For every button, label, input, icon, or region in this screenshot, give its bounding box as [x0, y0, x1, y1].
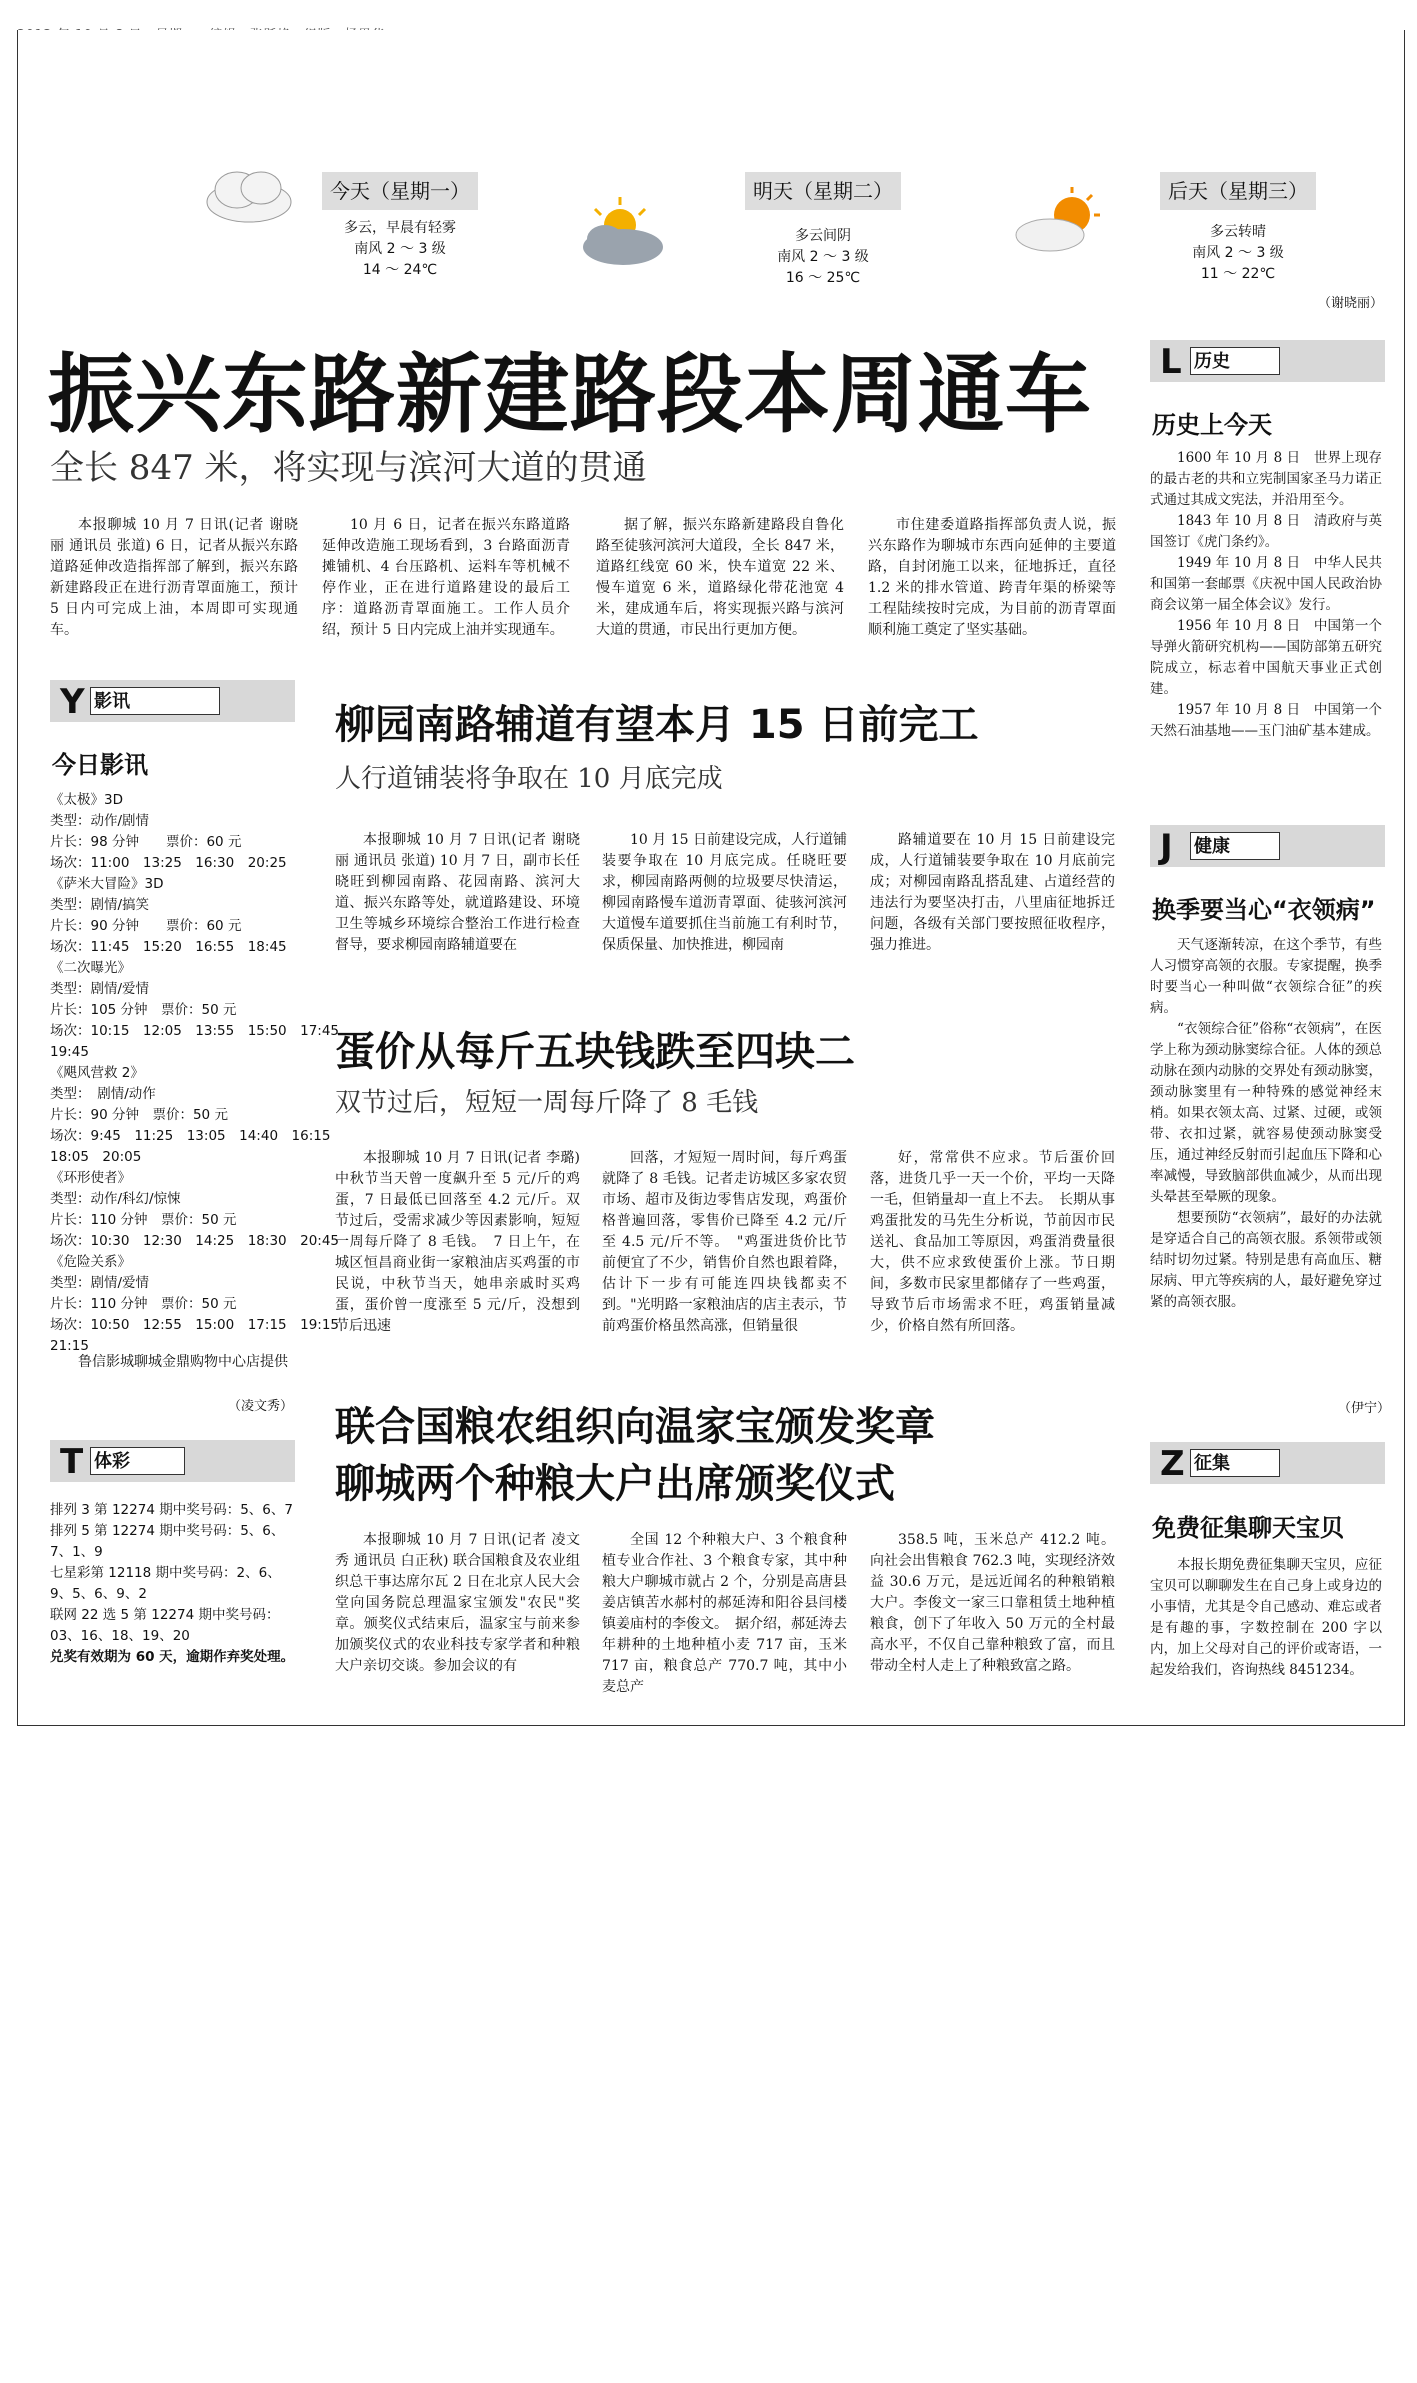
film-line: 片长：90 分钟 票价：60 元: [50, 918, 242, 934]
weather-after-temp: 11 ～ 22℃: [1200, 266, 1276, 282]
history-list: [1150, 448, 1382, 742]
solicit-letter: Z: [1160, 1444, 1185, 1484]
article4-col-1: 本报聊城 10 月 7 日讯(记者 凌文秀 通讯员 白正秋) 联合国粮食及农业组织总干事达席尔瓦 2 日在北京人民大会堂向国务院总理温家宝颁发"农民"奖章。颁奖仪式结束后，温家宝与前来参加颁奖仪式的农业科技专家学者和种粮大户亲切交谈。参加会议的有: [335, 1532, 580, 1674]
weather-tomorrow-wind: 南风 2 ～ 3 级: [777, 249, 869, 265]
film-line: 类型：剧情/爱情: [50, 1275, 150, 1291]
solicit-body: 本报长期免费征集聊天宝贝，应征宝贝可以聊聊发生在自己身上或身边的小事情，尤其是令自己感动、难忘或者是有趣的事，字数控制在 200 字以内，加上父母对自己的评价或寄语，一起发给我们，咨询热线 8451234。: [1150, 1557, 1382, 1678]
film-line: 类型：动作/科幻/惊悚: [50, 1191, 181, 1207]
film-credit: （凌文秀）: [228, 1399, 294, 1414]
health-para: 天气逐渐转凉，在这个季节，有些人习惯穿高领的衣服。专家提醒，换季时要当心一种叫做“衣领综合征”的疾病。: [1150, 937, 1382, 1016]
article4-col-3: 358.5 吨，玉米总产 412.2 吨。向社会出售粮食 762.3 吨，实现经济效益 30.6 万元，是远近闻名的种粮销粮大户。李俊文一家三口靠租赁土地种植粮食，创下了年收入 50 万元的全村最高水平，不仅自己靠种粮致了富，而且带动全村人走上了种粮致富之路。: [870, 1532, 1115, 1674]
lottery-line: 七星彩第 12118 期中奖号码：2、6、9、5、6、9、2: [50, 1565, 281, 1602]
weather-tomorrow-temp: 16 ～ 25℃: [785, 270, 861, 286]
history-item: 1600 年 10 月 8 日 世界上现存的最古老的共和立宪制国家圣马力诺正式通过其成文宪法，并沿用至今。: [1150, 450, 1382, 508]
history-tag: 历史: [1190, 347, 1280, 375]
film-line: 场次：11:45 15:20 16:55 18:45: [50, 939, 287, 955]
film-section-label: [50, 680, 295, 722]
article4-headline: 联合国粮农组织向温家宝颁发奖章: [335, 1404, 935, 1450]
article2-col-3: 路辅道要在 10 月 15 日前建设完成，人行道铺装要争取在 10 月底前完成；对柳园南路乱搭乱建、占道经营的违法行为要坚决打击，八里庙征地拆迁问题，各级有关部门要按照征收程序，强力推进。: [870, 832, 1115, 953]
film-line: 《环形使者》: [50, 1170, 131, 1186]
weather-tomorrow-detail: [745, 226, 901, 289]
film-line: 片长：110 分钟 票价：50 元: [50, 1296, 237, 1312]
film-line: 类型：动作/剧情: [50, 813, 150, 829]
film-line: 《太极》3D: [50, 792, 123, 808]
health-para: “衣领综合征”俗称“衣领病”，在医学上称为颈动脉窦综合征。人体的颈总动脉在颈内动脉的交界处有颈动脉窦，颈动脉窦里有一种特殊的感觉神经末梢。如果衣领太高、过紧、过硬，或领带、衣扣过紧，就容易使颈动脉窦受压，通过神经反射而引起血压下降和心率减慢，导致脑部供血减少，从而出现头晕甚至晕厥的现象。: [1150, 1021, 1382, 1205]
weather-today-desc: 多云，早晨有轻雾: [344, 220, 456, 236]
article3-col-3: 好，常常供不应求。节后蛋价回落，进货几乎一天一个价，平均一天降一毛，但销量却一直上不去。 长期从事鸡蛋批发的马先生分析说，节前因市民送礼、食品加工等原因，鸡蛋消费量很大，供不应求致使蛋价上涨。节日期间，多数市民家里都储存了一些鸡蛋，导致节后市场需求不旺，鸡蛋销量减少，价格自然有所回落。: [870, 1150, 1115, 1334]
film-tag: 影讯: [90, 687, 220, 715]
article4-headline-2: 聊城两个种粮大户出席颁奖仪式: [335, 1461, 895, 1507]
article4-col-2: 全国 12 个种粮大户、3 个粮食种植专业合作社、3 个粮食专家，其中种粮大户聊城市就占 2 个，分别是高唐县姜店镇苦水郝村的郝延涛和阳谷县闫楼镇姜庙村的李俊文。 据介绍，郝延涛去年耕种的土地种植小麦 717 亩，玉米 717 亩，粮食总产 770.7 吨，其中小麦总产: [602, 1532, 847, 1695]
article3-headline: 蛋价从每斤五块钱跌至四块二: [335, 1029, 855, 1075]
weather-day-today: 今天（星期一）: [322, 172, 478, 210]
film-line: 《危险关系》: [50, 1254, 131, 1270]
history-section-label: [1150, 340, 1385, 382]
weather-after-wind: 南风 2 ～ 3 级: [1192, 245, 1284, 261]
film-line: 《飓风营救 2》: [50, 1065, 144, 1081]
health-letter: J: [1160, 827, 1173, 867]
film-line: 《萨米大冒险》3D: [50, 876, 164, 892]
weather-after-desc: 多云转晴: [1210, 224, 1266, 240]
lottery-line: 排列 3 第 12274 期中奖号码：5、6、7: [50, 1502, 293, 1518]
weather-today-temp: 14 ～ 24℃: [362, 262, 438, 278]
lead-col-1: 本报聊城 10 月 7 日讯(记者 谢晓丽 通讯员 张道) 6 日，记者从振兴东路道路延伸改造指挥部了解到，振兴东路新建路段正在进行沥青罩面施工，预计 5 日内可完成上油，本周即可实现通车。: [50, 517, 298, 638]
health-title: 换季要当心“衣领病”: [1152, 896, 1376, 924]
film-line: 18:05 20:05: [50, 1149, 142, 1165]
film-line: 场次：9:45 11:25 13:05 14:40 16:15: [50, 1128, 331, 1144]
weather-tomorrow-desc: 多云间阴: [795, 228, 851, 244]
lottery-tag: 体彩: [90, 1447, 185, 1475]
lead-col-3: 据了解，振兴东路新建路段自鲁化路至徒骇河滨河大道段，全长 847 米，道路红线宽 60 米，快车道宽 22 米、慢车道宽 6 米，道路绿化带花池宽 4 米，建成通车后，将实现振兴路与滨河大道的贯通，市民出行更加方便。: [596, 517, 844, 638]
film-line: 类型：剧情/搞笑: [50, 897, 150, 913]
lottery-letter: T: [60, 1442, 84, 1482]
film-line: 片长：110 分钟 票价：50 元: [50, 1212, 237, 1228]
article3-col-2: 回落，才短短一周时间，每斤鸡蛋就降了 8 毛钱。记者走访城区多家农贸市场、超市及街边零售店发现，鸡蛋价格普遍回落，零售价已降至 4.2 元/斤至 4.5 元/斤不等。 "鸡蛋进货价比节前便宜了不少，销售价自然也跟着降，估计下一步有可能连四块钱都卖不到。"光明路一家粮油店的店主表示，节前鸡蛋价格虽然高涨，但销量很: [602, 1150, 847, 1334]
film-line: 场次：10:30 12:30 14:25 18:30 20:45: [50, 1233, 340, 1249]
lottery-line: 联网 22 选 5 第 12274 期中奖号码：03、16、18、19、20: [50, 1607, 280, 1644]
lead-headline: 振兴东路新建路段本周通车: [48, 345, 1092, 445]
film-line: 《二次曝光》: [50, 960, 131, 976]
solicit-title: 免费征集聊天宝贝: [1152, 1514, 1344, 1542]
history-item: 1843 年 10 月 8 日 清政府与英国签订《虎门条约》。: [1150, 513, 1382, 550]
health-tag: 健康: [1190, 832, 1280, 860]
lead-col-4: 市住建委道路指挥部负责人说，振兴东路作为聊城市东西向延伸的主要道路，自封闭施工以来，征地拆迁，直径 1.2 米的排水管道、跨青年渠的桥梁等工程陆续按时完成，为目前的沥青罩面顺利施工奠定了坚实基础。: [868, 517, 1116, 638]
history-item: 1956 年 10 月 8 日 中国第一个导弹火箭研究机构——国防部第五研究院成立，标志着中国航天事业正式创建。: [1150, 618, 1382, 697]
history-item: 1957 年 10 月 8 日 中国第一个天然石油基地——玉门油矿基本建成。: [1150, 702, 1382, 739]
health-credit: （伊宁）: [1338, 1401, 1391, 1416]
article2-headline: 柳园南路辅道有望本月 15 日前完工: [335, 702, 979, 748]
weather-credit: （谢晓丽）: [1318, 296, 1384, 311]
health-section-label: [1150, 825, 1385, 867]
article2-subhead: 人行道铺装将争取在 10 月底完成: [335, 764, 723, 794]
article3-subhead: 双节过后，短短一周每斤降了 8 毛钱: [335, 1088, 759, 1118]
lottery-section-label: [50, 1440, 295, 1482]
history-item: 1949 年 10 月 8 日 中华人民共和国第一套邮票《庆祝中国人民政治协商会议第一届全体会议》发行。: [1150, 555, 1382, 613]
article2-col-2: 10 月 15 日前建设完成，人行道铺装要争取在 10 月底完成。任晓旺要求，柳园南路两侧的垃圾要尽快清运，柳园南路慢车道沥青罩面、徒骇河滨河大道慢车道要抓住当前施工有利时节，保质保量、加快推进，柳园南: [602, 832, 847, 953]
weather-today-wind: 南风 2 ～ 3 级: [354, 241, 446, 257]
weather-after-detail: [1160, 222, 1316, 285]
history-letter: L: [1160, 342, 1182, 382]
cloud-icon: [195, 150, 303, 240]
film-line: 片长：90 分钟 票价：50 元: [50, 1107, 228, 1123]
film-letter: Y: [60, 682, 85, 722]
weather-today-detail: [322, 218, 478, 281]
film-line: 类型：剧情/爱情: [50, 981, 150, 997]
article2-col-1: 本报聊城 10 月 7 日讯(记者 谢晓丽 通讯员 张道) 10 月 7 日，副市长任晓旺到柳园南路、花园南路、滨河大道、振兴东路等处，就道路建设、环境卫生等城乡环境综合整治工作进行检查督导，要求柳园南路辅道要在: [335, 832, 580, 953]
health-para: 想要预防“衣领病”，最好的办法就是穿适合自己的高领衣服。系领带或领结时切勿过紧。特别是患有高血压、糖尿病、甲亢等疾病的人，最好避免穿过紧的高领衣服。: [1150, 1210, 1382, 1310]
sun-cloud-icon: [565, 195, 675, 275]
solicit-tag: 征集: [1190, 1449, 1280, 1477]
film-line: 场次：10:15 12:05 13:55 15:50 17:45: [50, 1023, 340, 1039]
film-line: 片长：105 分钟 票价：50 元: [50, 1002, 237, 1018]
lottery-results: [50, 1500, 295, 1668]
film-provider: 鲁信影城聊城金鼎购物中心店提供: [78, 1354, 288, 1370]
sun-cloud-icon: [1010, 185, 1110, 265]
article3-col-1: 本报聊城 10 月 7 日讯(记者 李璐) 中秋节当天曾一度飙升至 5 元/斤的鸡蛋，7 日最低已回落至 4.2 元/斤。双节过后，受需求减少等因素影响，短短一周每斤降了 8 毛钱。 7 日上午，在城区恒昌商业街一家粮油店买鸡蛋的市民说，中秋节当天，她串亲戚时买鸡蛋，蛋价曾一度涨至 5 元/斤，没想到节后迅速: [335, 1150, 580, 1334]
weather-day-tomorrow: 明天（星期二）: [745, 172, 901, 210]
film-line: 场次：10:50 12:55 15:00 17:15 19:15: [50, 1317, 340, 1333]
weather-day-after: 后天（星期三）: [1160, 172, 1316, 210]
history-title: 历史上今天: [1152, 411, 1272, 439]
film-line: 19:45: [50, 1044, 89, 1060]
film-line: 21:15: [50, 1338, 89, 1354]
lottery-line: 排列 5 第 12274 期中奖号码：5、6、7、1、9: [50, 1523, 285, 1560]
solicit-section-label: [1150, 1442, 1385, 1484]
film-listing: [50, 790, 340, 1357]
health-body: [1150, 935, 1382, 1313]
film-line: 片长：98 分钟 票价：60 元: [50, 834, 242, 850]
film-line: 类型： 剧情/动作: [50, 1086, 156, 1102]
film-title: 今日影讯: [52, 751, 148, 779]
lead-subhead: 全长 847 米，将实现与滨河大道的贯通: [50, 448, 647, 488]
lead-col-2: 10 月 6 日，记者在振兴东路道路延伸改造施工现场看到，3 台路面沥青摊铺机、4 台压路机、运料车等机械不停作业，正在进行道路建设的最后工序：道路沥青罩面施工。工作人员介绍，预计 5 日内完成上油并实现通车。: [322, 517, 570, 638]
lottery-line: 兑奖有效期为 60 天，逾期作弃奖处理。: [50, 1649, 295, 1665]
film-line: 场次：11:00 13:25 16:30 20:25: [50, 855, 287, 871]
